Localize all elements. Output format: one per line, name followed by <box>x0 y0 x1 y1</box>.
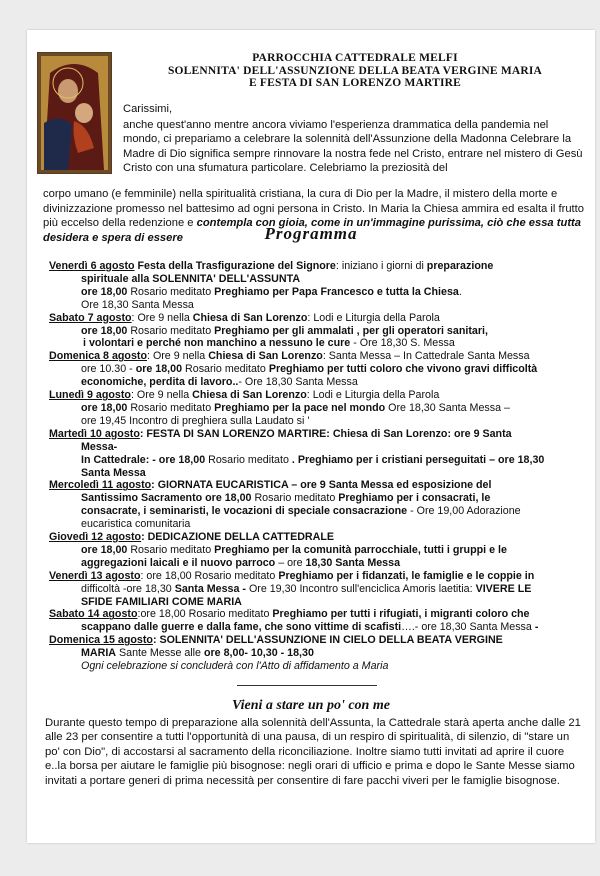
event-text: Ore 19,30 Incontro sull'enciclica Amoris laetitia: <box>248 582 473 595</box>
event-text: : Lodi e Liturgia della Parola <box>307 311 440 324</box>
event-title: Santa Messa - <box>174 582 246 595</box>
schedule-row <box>49 389 589 402</box>
event-title: : FESTA DI SAN LORENZO MARTIRE: Chiesa di San Lorenzo: ore 9 Santa <box>139 427 512 440</box>
time: ore 18,00 <box>81 324 128 337</box>
schedule-row <box>49 376 589 389</box>
schedule-row <box>49 634 589 647</box>
event-text: Rosario meditato <box>185 363 266 376</box>
prayer-intention: i volontari e perché non manchino a nessuno le cure <box>83 337 351 350</box>
event-text-bold: - <box>534 621 539 634</box>
time: ore 18,00 <box>81 401 128 414</box>
closing-paragraph: Durante questo tempo di preparazione alla solennità dell'Assunta, la Cattedrale starà aperta anche dalle 21 alle 23 per consentire a tutti l'opportunità di una pausa, di un respiro di spiritualità, di silenzio, di "stare un po' con Dio", di accostarsi al sacramento della riconciliazione. Inoltre siamo tutti invitati ad aprire il cuore e..la borsa per aiutare le famiglie più bisognose: negli orari di ufficio e prima e dopo le Sante Messe siamo invitati a portare generi di prima necessità per consentire di fare pacchi viveri per le famiglie bisognose. <box>45 717 581 787</box>
schedule-row <box>49 363 589 376</box>
event-text-bold: preparazione <box>426 260 494 272</box>
location: Chiesa di San Lorenzo <box>192 389 307 402</box>
prayer-intention: consacrate, i seminaristi, le vocazioni di speciale consacrazione <box>81 505 408 518</box>
program-title: Programma <box>264 224 358 243</box>
day-label: Sabato 7 agosto <box>49 311 132 324</box>
intro-text: corpo umano (e femminile) nella spiritualità cristiana, la cura di Dio per la Madre, il mistero della morte e divinizzazione promesso nel battesimo ad ogni persona in Cristo. In Maria la Chiesa ammira ed esalta il frutto più eccelso della redenzione e <box>43 188 584 229</box>
time: 18,30 Santa Messa <box>305 556 401 569</box>
prayer-intention: Preghiamo per tutti i rifugiati, i migranti coloro che <box>272 608 530 621</box>
day-label: Giovedì 12 agosto <box>49 531 142 544</box>
event-text: Sante Messe alle <box>119 647 201 660</box>
event-title: VIVERE LE <box>475 582 532 595</box>
schedule-row: SFIDE FAMILIARI COME MARIA <box>81 595 242 608</box>
prayer-intention: Preghiamo per la comunità parrocchiale, tutti i gruppi e le <box>214 543 507 556</box>
event-text: Rosario meditato <box>130 401 212 414</box>
day-label: Martedì 10 agosto <box>49 427 140 440</box>
schedule-row <box>49 583 589 596</box>
event-text: - Ore 19,00 Adorazione <box>410 505 521 518</box>
time: ore 18,00 <box>135 363 183 376</box>
schedule-row: Messa- <box>81 440 118 453</box>
event-text: : iniziano i giorni di <box>335 260 424 272</box>
header-line-1: PARROCCHIA CATTEDRALE MELFI <box>252 52 458 64</box>
event-text: : Ore 9 nella <box>130 389 190 402</box>
day-label: Domenica 15 agosto <box>49 634 153 647</box>
event-text: Rosario meditato <box>130 543 212 556</box>
schedule-row <box>49 260 589 273</box>
prayer-intention: Preghiamo per tutti coloro che vivono gravi difficoltà <box>268 363 538 376</box>
schedule-row <box>49 557 589 570</box>
prayer-intention: . Preghiamo per i cristiani perseguitati – ore 18,30 <box>291 453 545 466</box>
event-title: : DEDICAZIONE DELLA CATTEDRALE <box>141 531 335 544</box>
intro-emphasis: contempla con gioia, come in un'immagine purissima, ciò che essa tutta desidera e spera di essere <box>43 217 581 244</box>
event-text: : Santa Messa – In Cattedrale Santa Messa <box>322 350 530 363</box>
schedule-row <box>49 608 589 621</box>
intro-letter <box>123 102 585 176</box>
madonna-icon-image <box>37 52 112 174</box>
schedule-row <box>49 286 589 299</box>
event-title: : GIORNATA EUCARISTICA – ore 9 Santa Messa ed esposizione del <box>151 479 492 492</box>
schedule-row: Santa Messa <box>81 466 146 479</box>
divider <box>237 685 377 686</box>
schedule-row: spirituale alla SOLENNITA' DELL'ASSUNTA <box>81 272 301 285</box>
header-line-3: E FESTA DI SAN LORENZO MARTIRE <box>248 77 462 89</box>
day-label: Mercoledì 11 agosto <box>49 479 152 492</box>
schedule-row <box>49 454 589 467</box>
schedule-row <box>49 544 589 557</box>
schedule-row <box>49 312 589 325</box>
prayer-intention: Preghiamo per gli ammalati , per gli operatori sanitari, <box>214 324 488 337</box>
schedule-row <box>49 350 589 363</box>
schedule-row <box>49 479 589 492</box>
prayer-intention: scappano dalle guerre e dalla fame, che sono vittime di scafisti <box>81 621 402 634</box>
event-text: : Ore 9 nella <box>147 350 206 363</box>
schedule-row <box>49 337 589 350</box>
event-text: ….- ore 18,30 Santa Messa <box>401 621 532 634</box>
location: Chiesa di San Lorenzo <box>208 350 323 363</box>
schedule-row <box>49 492 589 505</box>
schedule-row <box>49 428 589 441</box>
event-text: : Ore 9 nella <box>131 311 190 324</box>
time: ore 18,00 <box>81 285 128 298</box>
schedule-row: eucaristica comunitaria <box>81 518 191 531</box>
prayer-intention: aggregazioni laicali e il nuovo parroco <box>81 556 276 569</box>
event-title: Festa della Trasfigurazione del Signore <box>137 260 336 272</box>
event-text: : ore 18,00 Rosario meditato <box>140 569 276 582</box>
event-text: Rosario meditato <box>130 324 212 337</box>
section-title: Vieni a stare un po' con me <box>232 698 390 713</box>
schedule-row <box>49 570 589 583</box>
event-title: Santissimo Sacramento ore 18,00 <box>81 492 252 505</box>
prayer-intention: Preghiamo per Papa Francesco e tutta la Chiesa <box>214 285 459 298</box>
time: ore 8,00- 10,30 - 18,30 <box>203 647 314 660</box>
schedule-row: Ore 18,30 Santa Messa <box>81 298 194 311</box>
event-text: Rosario meditato <box>130 285 212 298</box>
event-text: Rosario meditato <box>208 453 289 466</box>
location: In Cattedrale: - ore 18,00 <box>81 453 206 466</box>
event-text: Rosario meditato <box>254 492 336 505</box>
schedule-row <box>49 531 589 544</box>
schedule-row: ore 19,45 Incontro di preghiera sulla Laudato si ' <box>81 414 310 427</box>
prayer-intention: Preghiamo per la pace nel mondo <box>214 401 386 414</box>
day-label: Sabato 14 agosto <box>49 608 138 621</box>
event-title: : SOLENNITA' DELL'ASSUNZIONE IN CIELO DELLA BEATA VERGINE <box>152 634 503 647</box>
event-text: :ore 18,00 Rosario meditato <box>137 608 270 621</box>
event-text: . <box>458 285 462 298</box>
schedule-row <box>49 621 589 634</box>
parish-header <box>125 52 585 90</box>
day-label: Venerdì 13 agosto <box>49 569 141 582</box>
event-text: difficoltà -ore 18,30 <box>81 582 172 595</box>
schedule-row <box>49 647 589 660</box>
event-text: - Ore 18,30 S. Messa <box>353 337 455 350</box>
event-text: ore 10.30 - <box>81 363 133 376</box>
event-text: – ore <box>278 556 303 569</box>
schedule-row: Ogni celebrazione si concluderà con l'Atto di affidamento a Maria <box>81 660 389 673</box>
prayer-intention: Preghiamo per i fidanzati, le famiglie e le coppie in <box>278 569 535 582</box>
prayer-intention: Preghiamo per i consacrati, le <box>338 492 491 505</box>
greeting: Carissimi, <box>123 103 173 115</box>
time: ore 18,00 <box>81 543 128 556</box>
day-label: Lunedì 9 agosto <box>49 389 131 402</box>
schedule-row <box>49 505 589 518</box>
day-label: Domenica 8 agosto <box>49 350 147 363</box>
schedule-row <box>49 402 589 415</box>
location: Chiesa di San Lorenzo <box>192 311 308 324</box>
event-text: Ore 18,30 Santa Messa – <box>388 401 510 414</box>
flyer-page <box>27 30 595 843</box>
program-schedule <box>49 260 589 673</box>
event-title: MARIA <box>81 647 117 660</box>
event-text: - Ore 18,30 Santa Messa <box>238 376 358 389</box>
schedule-row <box>49 325 589 338</box>
event-text: : Lodi e Liturgia della Parola <box>306 389 440 402</box>
intro-paragraph-1: anche quest'anno mentre ancora viviamo l'esperienza drammatica della pandemia nel mondo, ci prepariamo a celebrare la solennità dell'Assunzione della Madonna Celebrare la Madre di Dio significa sempre rinnovare la nostra fede nel Cristo, entrare nel mistero di Gesù Cristo con una sfumatura particolare. Celebriamo la preziosità del <box>123 118 583 174</box>
prayer-intention: economiche, perdita di lavoro.. <box>81 376 239 389</box>
header-line-2: SOLENNITA' DELL'ASSUNZIONE DELLA BEATA VERGINE MARIA <box>167 64 543 77</box>
day-label: Venerdì 6 agosto <box>49 260 135 272</box>
